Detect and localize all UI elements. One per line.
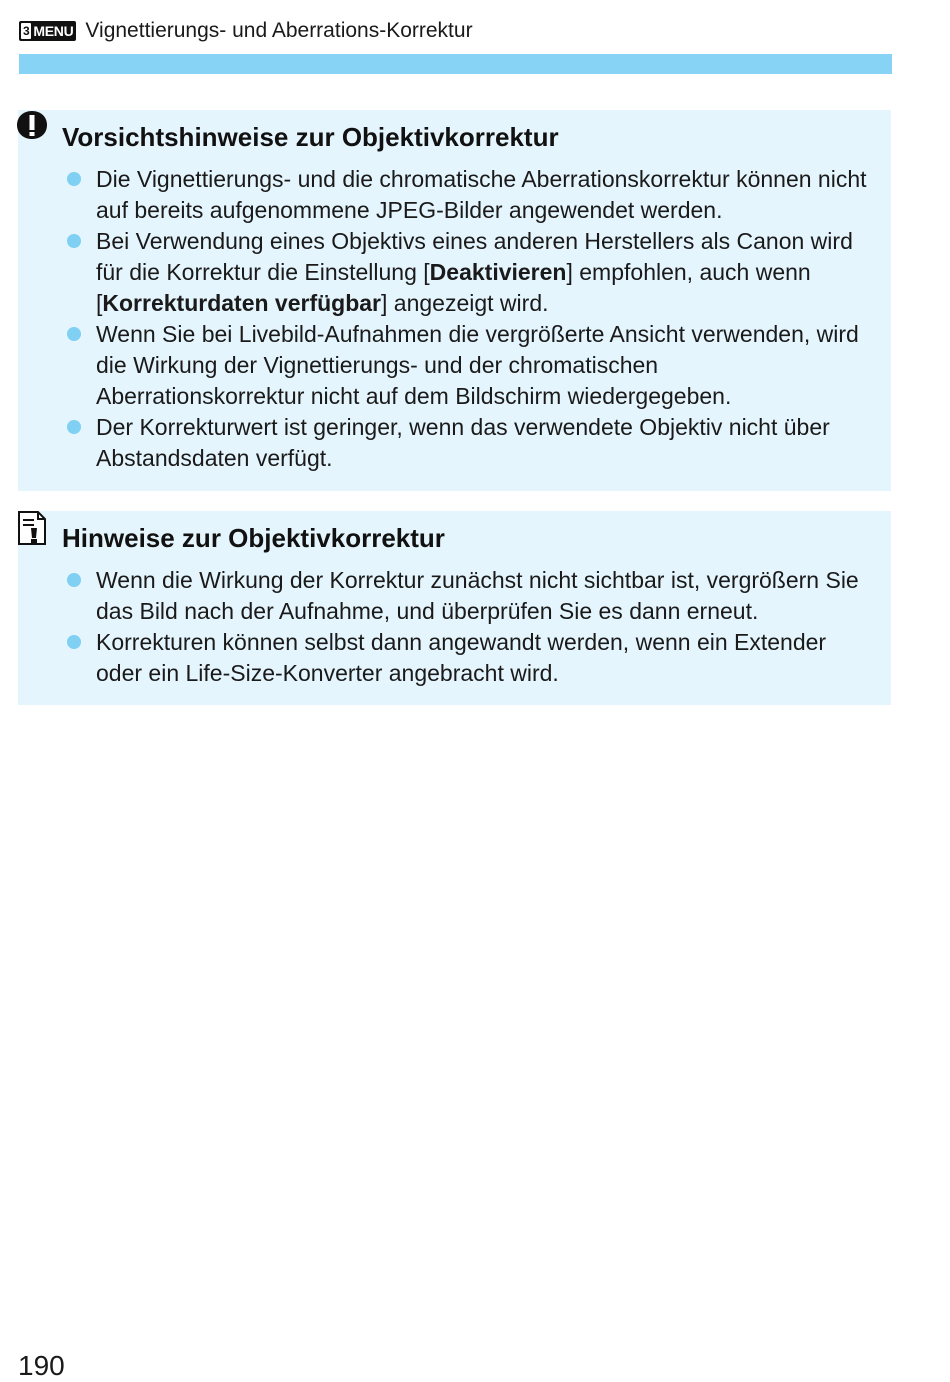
menu-label: MENU <box>33 23 74 39</box>
caution-box <box>18 110 891 491</box>
menu-tab-number: 3 <box>23 24 30 38</box>
bullet-icon <box>67 172 81 186</box>
bullet-icon <box>67 573 81 587</box>
note-title: Hinweise zur Objektivkorrektur <box>62 523 445 553</box>
list-item: Die Vignettierungs- und die chromatische Aberrationskorrektur können nicht auf bereits aufgenommene JPEG-Bilder angewendet werden. <box>62 164 871 226</box>
note-list <box>62 565 871 689</box>
list-item: Der Korrekturwert ist geringer, wenn das verwendete Objektiv nicht über Abstandsdaten verfügt. <box>62 412 871 474</box>
bullet-icon <box>67 420 81 434</box>
menu-icon <box>19 21 76 41</box>
menu-option-deactivate: Deaktivieren <box>429 259 567 285</box>
header-accent-bar <box>19 54 892 74</box>
caution-icon <box>16 110 48 144</box>
page-number: 190 <box>18 1350 65 1381</box>
caution-title: Vorsichtshinweise zur Objektivkorrektur <box>62 122 559 152</box>
bullet-icon <box>67 635 81 649</box>
page-header <box>19 17 473 45</box>
list-item: Wenn die Wirkung der Korrektur zunächst nicht sichtbar ist, vergrößern Sie das Bild nach der Aufnahme, und überprüfen Sie es dann erneut. <box>62 565 871 627</box>
caution-list <box>62 164 871 474</box>
bullet-icon <box>67 234 81 248</box>
note-icon <box>16 511 48 545</box>
section-title: Vignettierungs- und Aberrations-Korrektur <box>85 19 473 42</box>
note-box <box>18 511 891 705</box>
list-item: Bei Verwendung eines Objektivs eines anderen Herstellers als Canon wird für die Korrektur die Einstellung [Deaktivieren] empfohlen, auch wenn [Korrekturdaten verfügbar] angezeigt wird. <box>62 226 871 319</box>
menu-option-correction-data: Korrekturdaten verfügbar <box>102 290 382 316</box>
list-item: Wenn Sie bei Livebild-Aufnahmen die vergrößerte Ansicht verwenden, wird die Wirkung der Vignettierungs- und der chromatischen Aberrationskorrektur nicht auf dem Bildschirm wiedergegeben. <box>62 319 871 412</box>
bullet-icon <box>67 327 81 341</box>
list-item: Korrekturen können selbst dann angewandt werden, wenn ein Extender oder ein Life-Size-Konverter angebracht wird. <box>62 627 871 689</box>
